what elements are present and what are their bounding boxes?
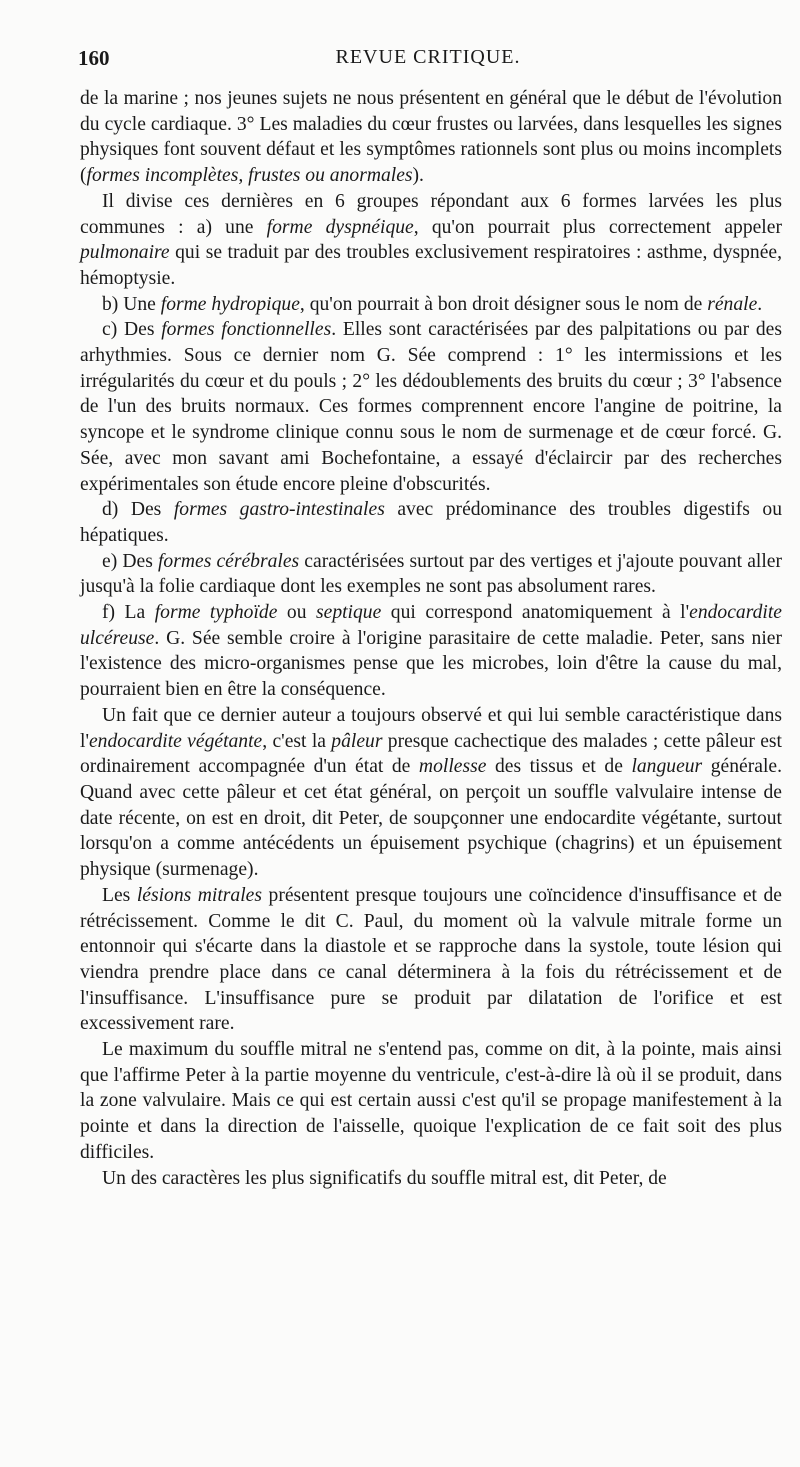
text-run: de la marine ; nos jeunes sujets ne nous présentent en général que le début de l'évolution du cycle cardiaque. 3° Les maladies du cœur frustes ou larvées, dans lesquelles les signes physiques font souvent défaut et les symptômes rationnels sont plus ou moins incomplets ( bbox=[80, 88, 782, 187]
text-run: Un des caractères les plus significatifs du souffle mitral est, dit Peter, de bbox=[102, 1167, 667, 1189]
page-number: 160 bbox=[78, 46, 110, 70]
text-run: d) Des bbox=[102, 499, 174, 521]
text-run: des tissus et de bbox=[486, 756, 632, 778]
italic-text: endocardite végétante bbox=[88, 730, 263, 752]
body-text bbox=[80, 86, 782, 1191]
paragraph bbox=[80, 292, 782, 318]
text-run: présentent presque toujours une coïncidence d'insuffisance et de rétrécissement. Comme le dit C. Paul, du moment où la valvule mitrale forme un entonnoir qui s'écarte dans la diastole et se rapproche dans la systole, toute lésion qui viendra prendre place dans ce canal déterminera à la fois du rétrécissement et de l'insuffisance. L'insuffisance pure se produit par dilatation de l'orifice et est excessivement rare. bbox=[80, 884, 782, 1035]
paragraph bbox=[80, 703, 782, 883]
text-run: Les bbox=[102, 884, 137, 906]
text-run: . G. Sée semble croire à l'origine parasitaire de cette maladie. Peter, sans nier l'existence des micro-organismes pense que les microbes, loin d'être la cause du mal, pourraient bien en être la conséquence. bbox=[80, 627, 782, 701]
text-run: , qu'on pourrait à bon droit désigner sous le nom de bbox=[299, 293, 708, 315]
paragraph bbox=[80, 317, 782, 497]
text-run: qui se traduit par des troubles exclusivement respiratoires : asthme, dyspnée, hémoptysie. bbox=[80, 242, 782, 289]
italic-text: pâleur bbox=[331, 730, 383, 752]
italic-text: forme typhoïde bbox=[154, 602, 278, 624]
text-run: générale. Quand avec cette pâleur et cet état général, on perçoit un souffle valvulaire intense de date récente, on est en droit, dit Peter, de soupçonner une endocardite végétante, surtout lorsqu'on a comme antécédents un épuisement psychique (chagrins) et un épuisement physique (surmenage). bbox=[80, 756, 782, 881]
text-run: e) Des bbox=[102, 550, 158, 572]
italic-text: mollesse bbox=[418, 756, 487, 778]
italic-text: septique bbox=[316, 602, 382, 624]
text-run: qui correspond anatomiquement à l' bbox=[381, 602, 690, 624]
paragraph bbox=[80, 1166, 782, 1192]
italic-text: formes cérébrales bbox=[157, 550, 300, 572]
italic-text: formes gastro-intestinales bbox=[173, 499, 385, 521]
paragraph bbox=[80, 883, 782, 1037]
italic-text: langueur bbox=[631, 756, 703, 778]
paragraph bbox=[80, 549, 782, 600]
text-run: c) Des bbox=[102, 319, 162, 341]
text-run: ). bbox=[412, 165, 424, 187]
italic-text: endocardite ulcéreuse bbox=[80, 602, 783, 649]
paragraph bbox=[80, 600, 782, 703]
page-header bbox=[78, 46, 778, 80]
italic-text: lésions mitrales bbox=[136, 884, 262, 906]
text-run: caractérisées surtout par des vertiges et j'ajoute pouvant aller jusqu'à la folie cardiaque dont les exemples ne sont pas absolument rares. bbox=[80, 550, 782, 598]
text-run: , qu'on pourrait plus correctement appeler bbox=[413, 216, 782, 238]
text-run: Il divise ces dernières en 6 groupes répondant aux 6 formes larvées les plus communes : a) une bbox=[80, 190, 782, 238]
paragraph bbox=[80, 497, 782, 548]
text-run: , c'est la bbox=[262, 730, 332, 752]
text-run: presque cachectique des malades ; cette pâleur est ordinairement accompagnée d'un état de bbox=[80, 730, 782, 778]
text-run: avec prédominance des troubles digestifs ou hépatiques. bbox=[80, 499, 783, 546]
running-title: REVUE CRITIQUE. bbox=[335, 46, 521, 68]
paragraph bbox=[80, 189, 782, 292]
italic-text: formes incomplètes, frustes ou anormales bbox=[86, 165, 413, 187]
text-run: b) Une bbox=[102, 293, 161, 315]
italic-text: forme dyspnéique bbox=[266, 216, 414, 238]
paragraph bbox=[80, 86, 782, 189]
italic-text: formes fonctionnelles bbox=[161, 319, 332, 341]
italic-text: rénale bbox=[707, 293, 758, 315]
text-run: ou bbox=[277, 602, 316, 624]
italic-text: pulmonaire bbox=[80, 242, 170, 264]
text-run: Le maximum du souffle mitral ne s'entend pas, comme on dit, à la pointe, mais ainsi que l'affirme Peter à la partie moyenne du ventricule, c'est-à-dire là où il se produit, dans la zone valvulaire. Mais ce qui est certain aussi c'est qu'il se propage manifestement à la pointe et dans la direction de l'aisselle, quoique l'explication de ce fait soit des plus difficiles. bbox=[80, 1039, 782, 1163]
text-run: . bbox=[757, 293, 763, 315]
italic-text: forme hydropique bbox=[160, 293, 300, 315]
paragraph bbox=[80, 1037, 782, 1166]
text-run: f) La bbox=[102, 602, 155, 624]
text-run: Un fait que ce dernier auteur a toujours observé et qui lui semble caractéristique dans l' bbox=[80, 704, 782, 752]
text-run: . Elles sont caractérisées par des palpitations ou par des arhythmies. Sous ce dernier nom G. Sée comprend : 1° les intermissions et les irrégularités du cœur et du pouls ; 2° les dédoublements des bruits du cœur ; 3° l'absence de l'un des bruits normaux. Ces formes comprennent encore l'angine de poitrine, la syncope et le syndrome clinique connu sous le nom de surmenage et de cœur forcé. G. Sée, avec mon savant ami Bochefontaine, a essayé d'éclaircir par des recherches expérimentales son étude encore pleine d'obscurités. bbox=[80, 319, 783, 495]
